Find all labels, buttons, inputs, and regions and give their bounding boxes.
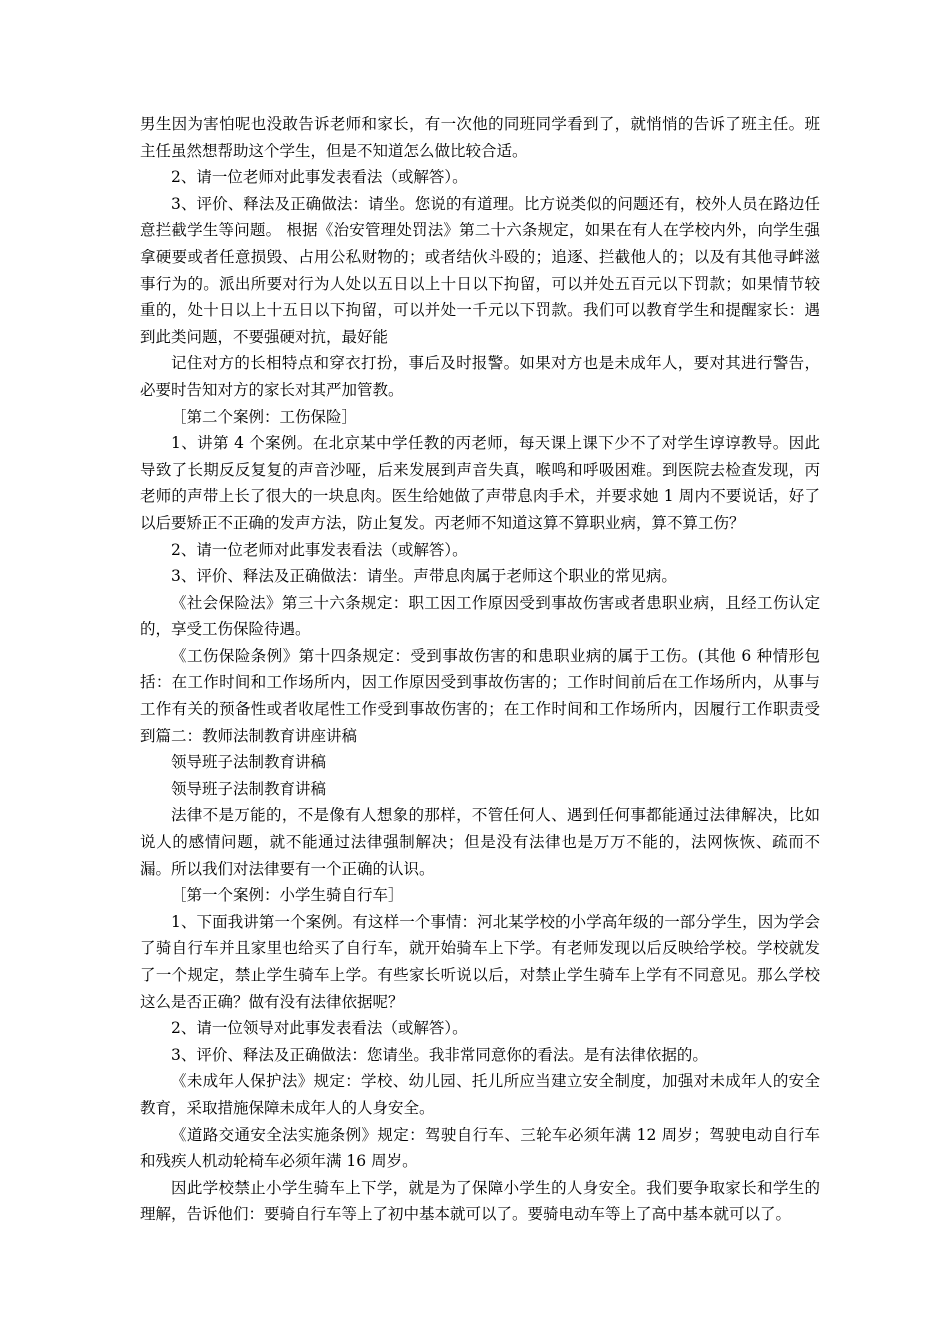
paragraph-1: 男生因为害怕呢也没敢告诉老师和家长，有一次他的同班同学看到了，就悄悄的告诉了班主任。班主任虽然想帮助这个学生，但是不知道怎么做比较合适。 xyxy=(140,115,820,160)
document-body xyxy=(140,111,820,1228)
paragraph-6: 1、讲第 4 个案例。在北京某中学任教的丙老师，每天课上课下少不了对学生谆谆教导。因此导致了长期反反复复的声音沙哑，后来发展到声音失真，喉鸣和呼吸困难。到医院去检查发现，丙老师的声带上长了很大的一块息肉。医生给她做了声带息肉手术，并要求她 1 周内不要说话，好了以后要矫正不正确的发声方法，防止复发。丙老师不知道这算不算职业病，算不算工伤？ xyxy=(140,434,820,532)
paragraph-19: 《道路交通安全法实施条例》规定：驾驶自行车、三轮车必须年满 12 周岁；驾驶电动自行车和残疾人机动轮椅车必须年满 16 周岁。 xyxy=(140,1125,820,1171)
paragraph-18: 《未成年人保护法》规定：学校、幼儿园、托儿所应当建立安全制度，加强对未成年人的安全教育，采取措施保障未成年人的人身安全。 xyxy=(140,1072,820,1117)
paragraph-17: 3、评价、释法及正确做法：您请坐。我非常同意你的看法。是有法律依据的。 xyxy=(171,1045,708,1064)
title-line-1: 领导班子法制教育讲稿 xyxy=(171,753,327,772)
paragraph-15: 1、下面我讲第一个案例。有这样一个事情：河北某学校的小学高年级的一部分学生，因为学会了骑自行车并且家里也给买了自行车，就开始骑车上下学。有老师发现以后反映给学校。学校就发了一个规定，禁止学生骑车上学。有些家长听说以后，对禁止学生骑车上学有不同意见。那么学校这么是否正确？做有没有法律依据呢？ xyxy=(140,912,820,1011)
paragraph-20: 因此学校禁止小学生骑车上下学，就是为了保障小学生的人身安全。我们要争取家长和学生的理解，告诉他们：要骑自行车等上了初中基本就可以了。要骑电动车等上了高中基本就可以了。 xyxy=(140,1178,820,1224)
section-heading-case-1: ［第一个案例：小学生骑自行车］ xyxy=(171,886,404,905)
paragraph-8: 3、评价、释法及正确做法：请坐。声带息肉属于老师这个职业的常见病。 xyxy=(171,567,677,586)
paragraph-3: 3、评价、释法及正确做法：请坐。您说的有道理。比方说类似的问题还有，校外人员在路边任意拦截学生等问题。 根据《治安管理处罚法》第二十六条规定，如果在有人在学校内外，向学生强拿硬要或者任意损毁、占用公私财物的；或者结伙斗殴的；追逐、拦截他人的；以及有其他寻衅滋事行为的。派出所要对行为人处以五日以上十日以下拘留，可以并处五百元以下罚款；如果情节较重的，处十日以上十五日以下拘留，可以并处一千元以下罚款。我们可以教育学生和提醒家长：遇到此类问题，不要强硬对抗，最好能 xyxy=(140,194,820,346)
paragraph-10: 《工伤保险条例》第十四条规定：受到事故伤害的和患职业病的属于工伤。(其他 6 种情形包括：在工作时间和工作场所内，因工作原因受到事故伤害的；工作时间前后在工作场所内，从事与工作有关的预备性或者收尾性工作受到事故伤害的；在工作时间和工作场所内，因履行工作职责受到篇二：教师法制教育讲座讲稿 xyxy=(140,646,820,745)
section-heading-case-2: ［第二个案例：工伤保险］ xyxy=(171,407,358,426)
paragraph-7: 2、请一位老师对此事发表看法（或解答）。 xyxy=(171,540,468,559)
paragraph-16: 2、请一位领导对此事发表看法（或解答）。 xyxy=(171,1019,468,1038)
title-line-2: 领导班子法制教育讲稿 xyxy=(171,779,327,798)
paragraph-9: 《社会保险法》第三十六条规定：职工因工作原因受到事故伤害或者患职业病，且经工伤认定的，享受工伤保险待遇。 xyxy=(140,593,820,639)
paragraph-2: 2、请一位老师对此事发表看法（或解答）。 xyxy=(171,168,468,187)
paragraph-4: 记住对方的长相特点和穿衣打扮，事后及时报警。如果对方也是未成年人，要对其进行警告，必要时告知对方的家长对其严加管教。 xyxy=(140,354,820,399)
paragraph-13: 法律不是万能的，不是像有人想象的那样，不管任何人、遇到任何事都能通过法律解决，比如说人的感情问题，就不能通过法律强制解决；但是没有法律也是万万不能的，法网恢恢、疏而不漏。所以我们对法律要有一个正确的认识。 xyxy=(140,806,820,878)
